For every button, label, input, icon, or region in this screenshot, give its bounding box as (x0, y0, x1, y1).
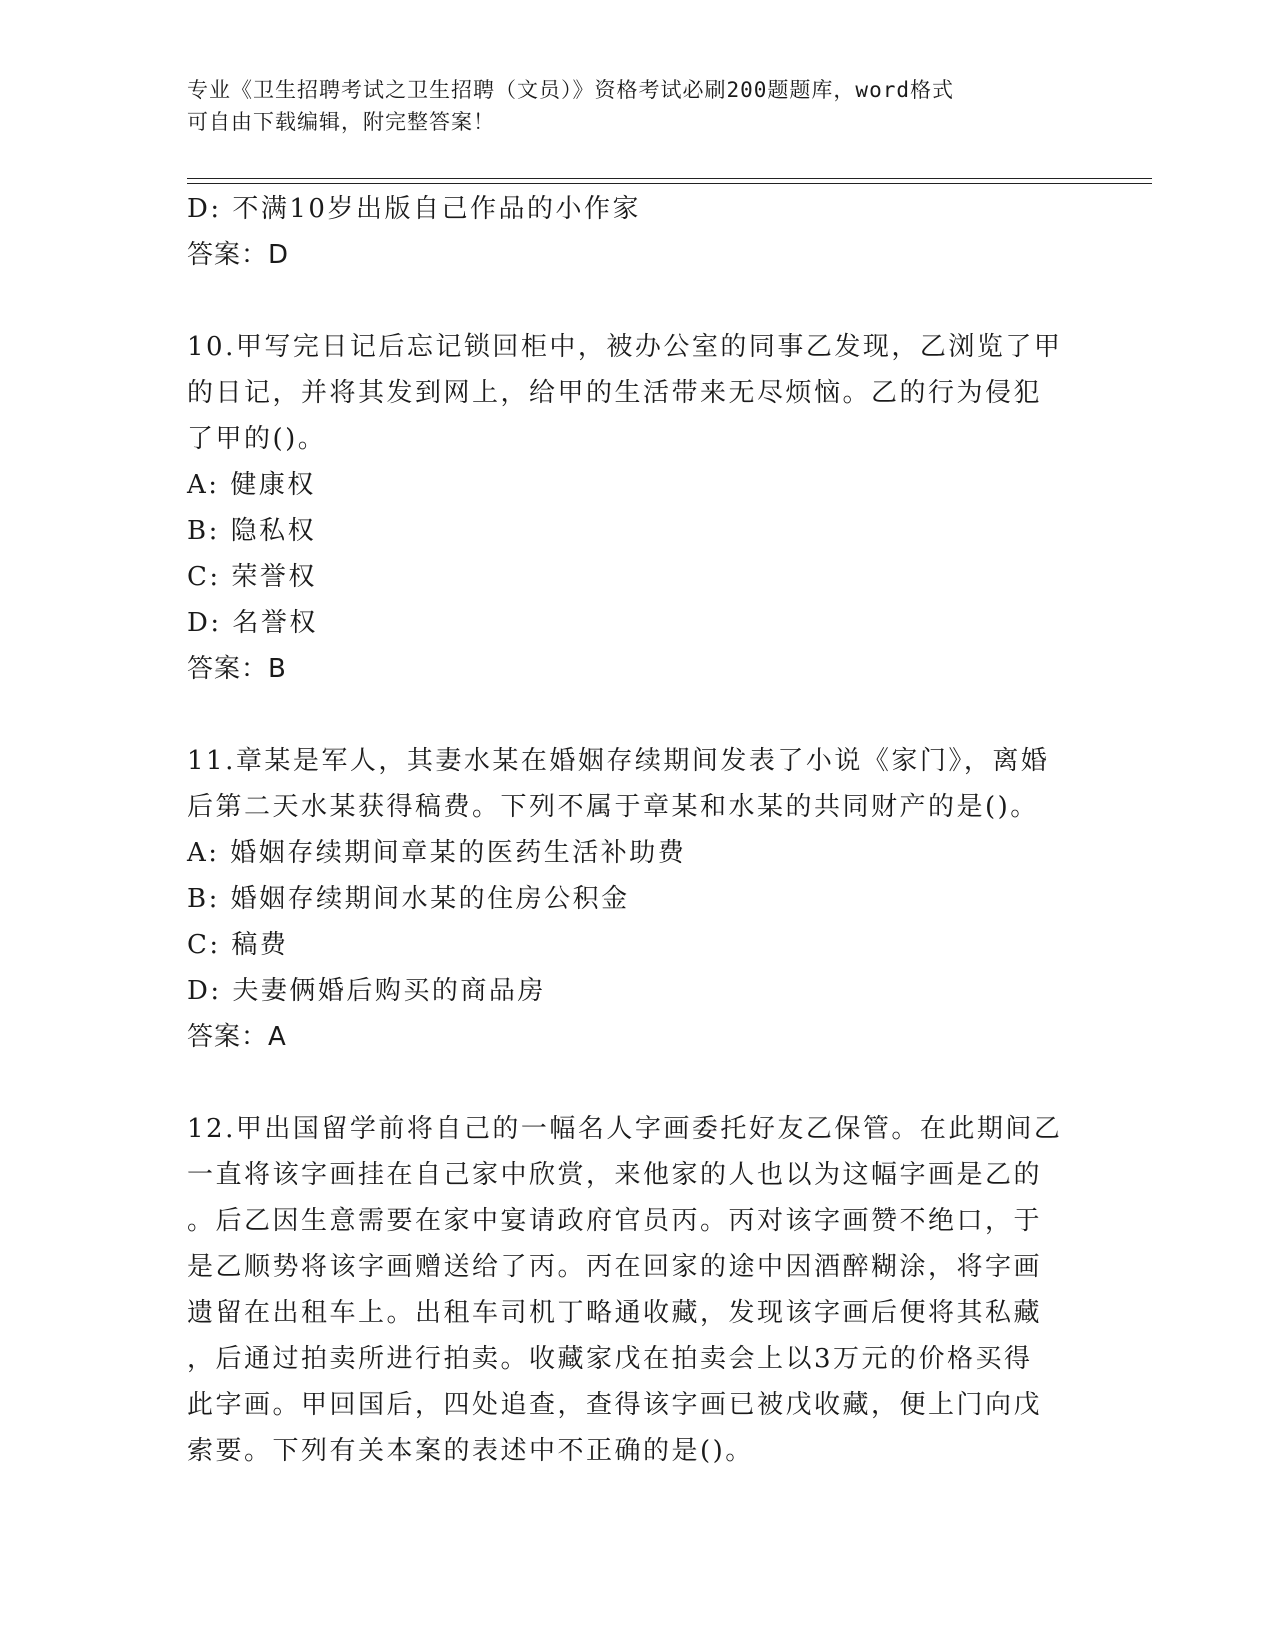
header-rule-top (187, 178, 1152, 179)
question-11-option-b: B: 婚姻存续期间水某的住房公积金 (187, 884, 630, 914)
prev-answer: 答案：D (187, 240, 290, 270)
question-12 (187, 1106, 1077, 1474)
header-line-1: 专业《卫生招聘考试之卫生招聘（文员）》资格考试必刷200题题库，word格式 (187, 78, 954, 102)
document-header (187, 74, 1067, 138)
document-body (187, 186, 1077, 1474)
question-10 (187, 324, 1077, 692)
spacer (187, 1060, 1077, 1106)
question-12-line-3: 。后乙因生意需要在家中宴请政府官员丙。丙对该字画赞不绝口，于 (187, 1206, 1043, 1236)
question-12-line-2: 一直将该字画挂在自己家中欣赏，来他家的人也以为这幅字画是乙的 (187, 1160, 1043, 1190)
prev-option-d: D: 不满10岁出版自己作品的小作家 (187, 194, 641, 224)
question-11-option-d: D: 夫妻俩婚后购买的商品房 (187, 976, 546, 1006)
question-11-answer: 答案：A (187, 1022, 287, 1052)
question-12-line-8: 索要。下列有关本案的表述中不正确的是()。 (187, 1436, 754, 1466)
spacer (187, 278, 1077, 324)
question-10-option-c: C: 荣誉权 (187, 562, 317, 592)
question-10-option-a: A: 健康权 (187, 470, 316, 500)
spacer (187, 692, 1077, 738)
question-12-line-6: ，后通过拍卖所进行拍卖。收藏家戊在拍卖会上以3万元的价格买得 (187, 1344, 1033, 1374)
question-12-line-7: 此字画。甲回国后，四处追查，查得该字画已被戊收藏，便上门向戊 (187, 1390, 1043, 1420)
question-11-option-a: A: 婚姻存续期间章某的医药生活补助费 (187, 838, 687, 868)
question-10-line-3: 了甲的()。 (187, 424, 327, 454)
question-10-answer: 答案：B (187, 654, 287, 684)
question-10-option-d: D: 名誉权 (187, 608, 318, 638)
question-11-line-2: 后第二天水某获得稿费。下列不属于章某和水某的共同财产的是()。 (187, 792, 1039, 822)
question-12-line-5: 遗留在出租车上。出租车司机丁略通收藏，发现该字画后便将其私藏 (187, 1298, 1043, 1328)
question-10-line-1: 10.甲写完日记后忘记锁回柜中，被办公室的同事乙发现，乙浏览了甲 (187, 332, 1063, 362)
question-10-line-2: 的日记，并将其发到网上，给甲的生活带来无尽烦恼。乙的行为侵犯 (187, 378, 1043, 408)
header-rule-bottom (187, 183, 1152, 184)
question-11-option-c: C: 稿费 (187, 930, 289, 960)
question-12-line-4: 是乙顺势将该字画赠送给了丙。丙在回家的途中因酒醉糊涂，将字画 (187, 1252, 1043, 1282)
question-12-line-1: 12.甲出国留学前将自己的一幅名人字画委托好友乙保管。在此期间乙 (187, 1114, 1063, 1144)
header-line-2: 可自由下载编辑，附完整答案！ (187, 110, 495, 134)
question-11 (187, 738, 1077, 1060)
question-11-line-1: 11.章某是军人，其妻水某在婚姻存续期间发表了小说《家门》，离婚 (187, 746, 1050, 776)
question-10-option-b: B: 隐私权 (187, 516, 317, 546)
